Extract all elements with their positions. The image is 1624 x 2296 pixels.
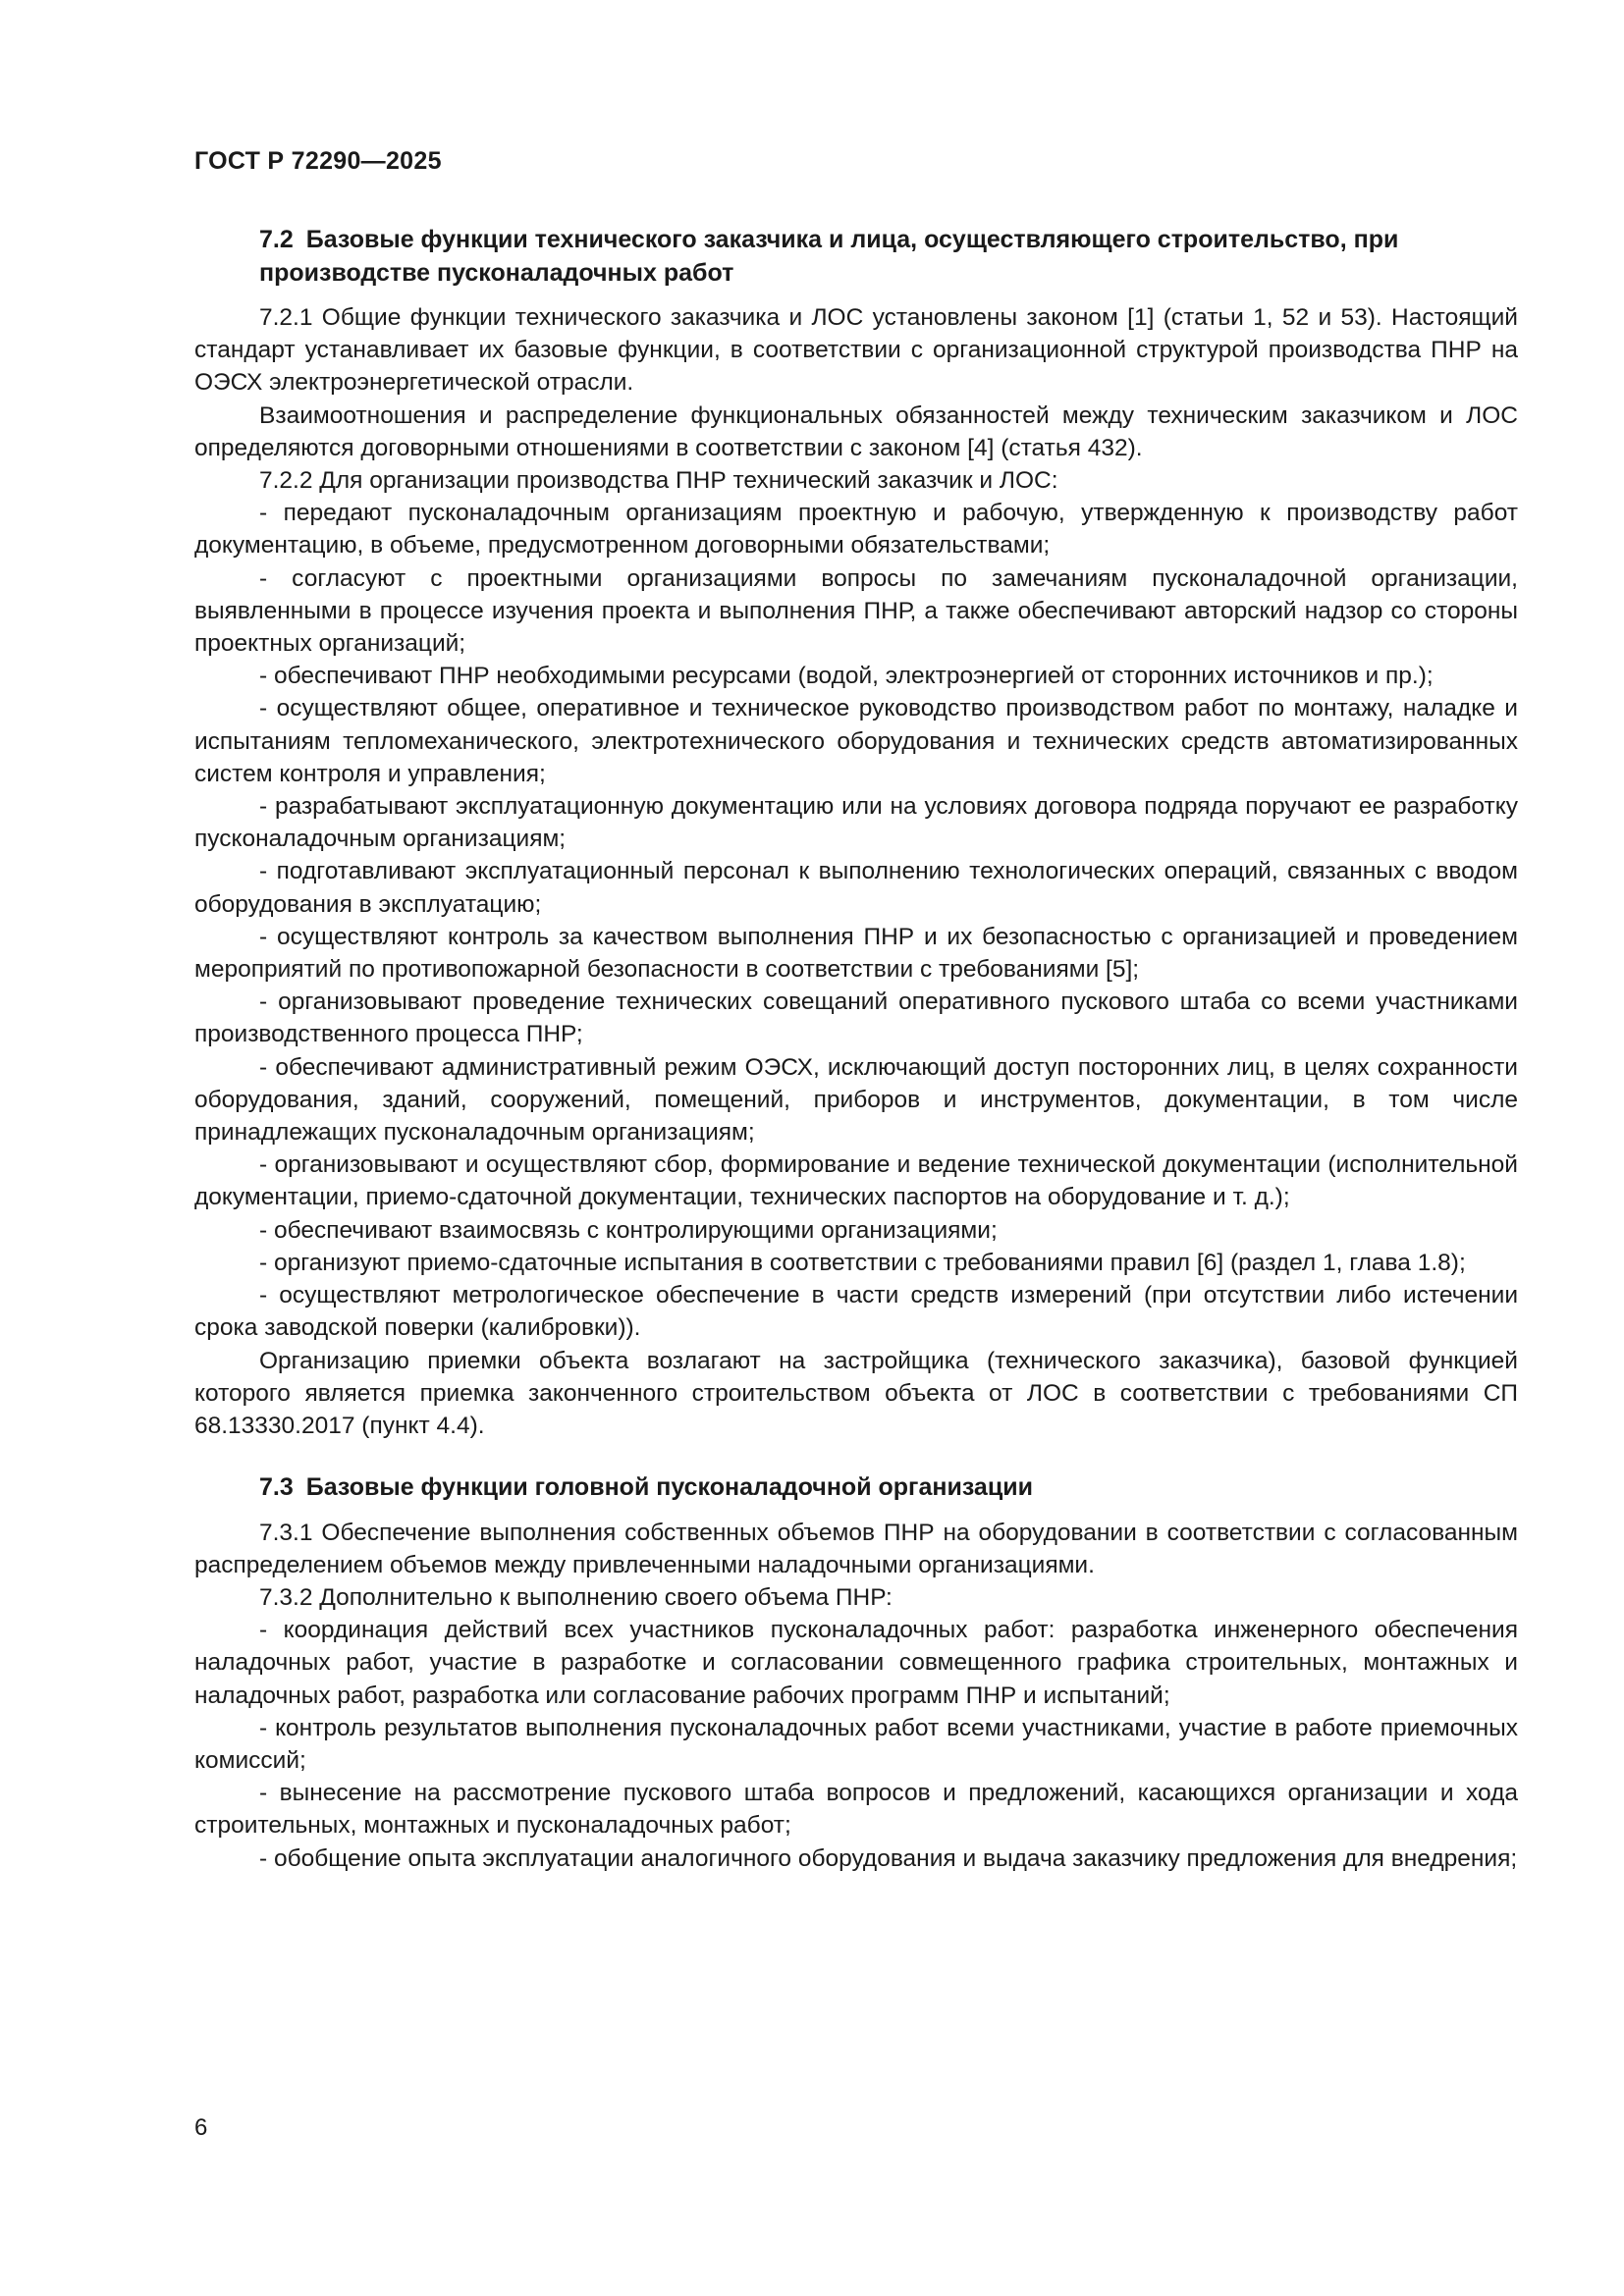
paragraph: Организацию приемки объекта возлагают на застройщика (технического заказчика), базовой функцией которого является приемка законченного строительством объекта от ЛОС в соответствии с требованиями СП 68.13330.2017 (пункт 4.4).	[194, 1347, 1518, 1439]
section-number: 7.3	[259, 1473, 294, 1502]
paragraph: 7.3.1 Обеспечение выполнения собственных объемов ПНР на оборудовании в соответствии с согласованным распределением объемов между привлеченными наладочными организациями.	[194, 1519, 1518, 1578]
paragraph: Взаимоотношения и распределение функциональных обязанностей между техническим заказчиком и ЛОС определяются договорными отношениями в соответствии с законом [4] (статья 432).	[194, 401, 1518, 461]
list-item: - вынесение на рассмотрение пускового штаба вопросов и предложений, касающихся организации и хода строительных, монтажных и пусконаладочных работ;	[194, 1780, 1518, 1840]
list-item: - обеспечивают ПНР необходимыми ресурсами (водой, электроэнергией от сторонних источников и пр.);	[259, 663, 1434, 690]
section-number: 7.2	[259, 226, 294, 253]
paragraph: 7.2.1 Общие функции технического заказчика и ЛОС установлены законом [1] (статьи 1, 52 и 53). Настоящий стандарт устанавливает их базовые функции, в соответствии с организационной структурой производства ПНР на ОЭСХ электроэнергетической отрасли.	[194, 304, 1518, 397]
section-heading-7-3	[194, 1471, 1518, 1505]
list-item: - организуют приемо-сдаточные испытания в соответствии с требованиями правил [6] (раздел 1, глава 1.8);	[259, 1249, 1466, 1276]
list-item: - передают пусконаладочным организациям проектную и рабочую, утвержденную к производству работ документацию, в объеме, предусмотренном договорными обязательствами;	[194, 500, 1518, 560]
section-title: Базовые функции технического заказчика и лица, осуществляющего строительство, при производстве пусконаладочных работ	[259, 226, 1399, 287]
paragraph: 7.2.2 Для организации производства ПНР технический заказчик и ЛОС:	[259, 467, 1058, 495]
list-item: - обобщение опыта эксплуатации аналогичного оборудования и выдача заказчику предложения для внедрения;	[259, 1844, 1518, 1872]
list-item: - осуществляют контроль за качеством выполнения ПНР и их безопасностью с организацией и проведением мероприятий по противопожарной безопасности в соответствии с требованиями [5];	[194, 923, 1518, 984]
list-item: - обеспечивают административный режим ОЭСХ, исключающий доступ посторонних лиц, в целях сохранности оборудования, зданий, сооружений, помещений, приборов и инструментов, документации, в том числе принадлежащих пусконаладочным организациям;	[194, 1053, 1518, 1147]
section-title: Базовые функции головной пусконаладочной организации	[305, 1473, 1033, 1502]
list-item: - координация действий всех участников пусконаладочных работ: разработка инженерного обеспечения наладочных работ, участие в разработке и согласовании совмещенного графика строительных, монтажных и наладочных работ, разработка или согласование рабочих программ ПНР и испытаний;	[194, 1617, 1518, 1709]
list-item: - подготавливают эксплуатационный персонал к выполнению технологических операций, связанных с вводом оборудования в эксплуатацию;	[194, 858, 1518, 918]
list-item: - контроль результатов выполнения пусконаладочных работ всеми участниками, участие в работе приемочных комиссий;	[194, 1714, 1518, 1775]
list-item: - согласуют с проектными организациями вопросы по замечаниям пусконаладочной организации, выявленными в процессе изучения проекта и выполнения ПНР, а также обеспечивают авторский надзор со стороны проектных организаций;	[194, 564, 1518, 658]
list-item: - организовывают проведение технических совещаний оперативного пускового штаба со всеми участниками производственного процесса ПНР;	[194, 988, 1518, 1048]
list-item: - разрабатывают эксплуатационную документацию или на условиях договора подряда поручают ее разработку пусконаладочным организациям;	[194, 793, 1518, 853]
paragraph: 7.3.2 Дополнительно к выполнению своего объема ПНР:	[259, 1584, 893, 1612]
list-item: - организовывают и осуществляют сбор, формирование и ведение технической документации (исполнительной документации, приемо-сдаточной документации, технических паспортов на оборудование и т. д.);	[194, 1151, 1518, 1211]
list-item: - осуществляют общее, оперативное и техническое руководство производством работ по монтажу, наладке и испытаниям тепломеханического, электротехнического оборудования и технических средств автоматизированных систем контроля и управления;	[194, 695, 1518, 787]
page-number: 6	[194, 2114, 208, 2141]
standard-designation: ГОСТ Р 72290—2025	[194, 147, 442, 175]
section-heading-7-2	[194, 224, 1518, 290]
page-content	[194, 224, 1518, 1875]
list-item: - осуществляют метрологическое обеспечение в части средств измерений (при отсутствии либо истечении срока заводской поверки (калибровки)).	[194, 1282, 1518, 1342]
list-item: - обеспечивают взаимосвязь с контролирующими организациями;	[259, 1216, 998, 1244]
